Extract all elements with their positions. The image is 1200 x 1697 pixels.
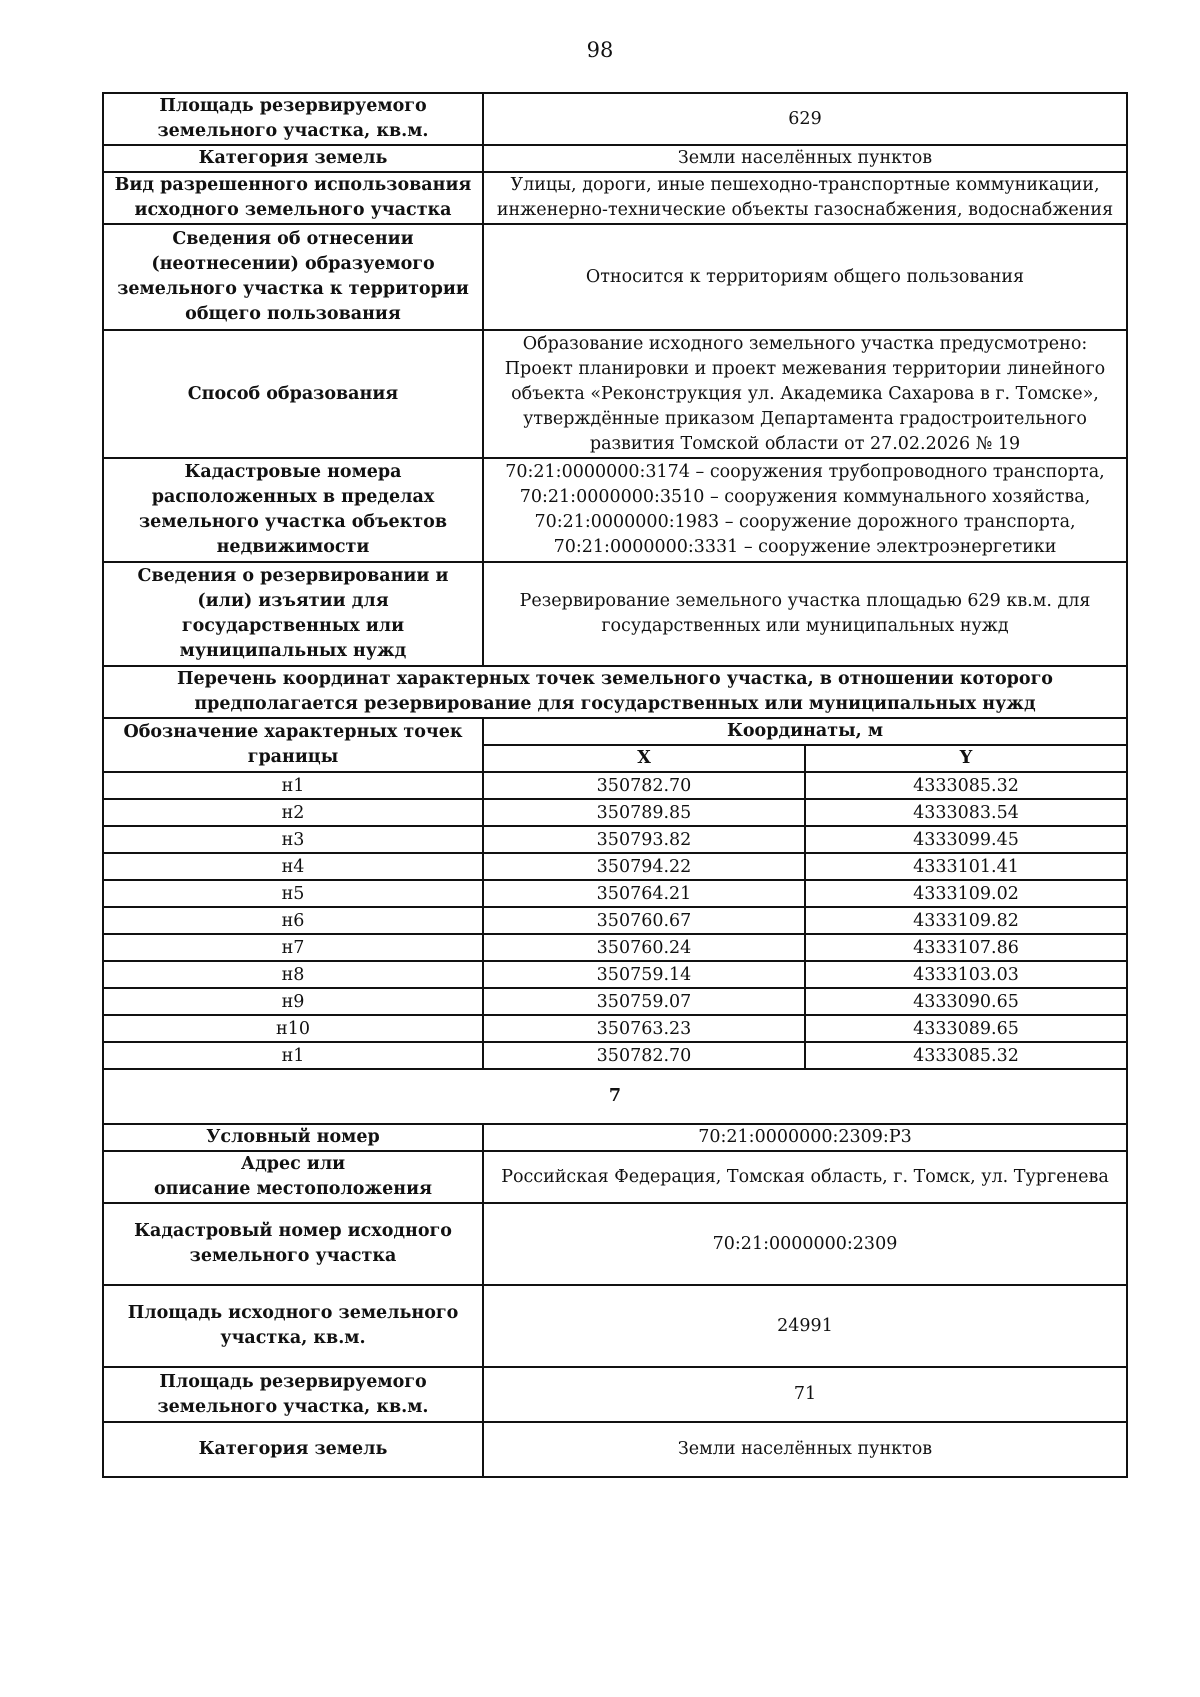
table-row <box>103 961 1127 988</box>
row-cadastral-source <box>103 1203 1127 1285</box>
row-coords-header <box>103 718 1127 745</box>
table-row <box>103 1042 1127 1069</box>
formation-line: Образование исходного земельного участка предусмотрено: <box>522 333 1088 354</box>
reservation-label: Сведения о резервировании и (или) изъятии для государственных или муниципальных нужд <box>103 562 483 666</box>
point-name: н2 <box>103 799 483 826</box>
point-x: 350759.14 <box>483 961 805 988</box>
permitted-use-value <box>483 172 1127 224</box>
category-label: Категория земель <box>103 145 483 172</box>
address-label-line: Адрес или <box>240 1154 346 1174</box>
reservation-value <box>483 562 1127 666</box>
point-y: 4333107.86 <box>805 934 1127 961</box>
category-value: Земли населённых пунктов <box>483 145 1127 172</box>
table-row <box>103 907 1127 934</box>
table-row <box>103 934 1127 961</box>
conditional-number-value: 70:21:0000000:2309:Р3 <box>483 1124 1127 1151</box>
page-number: 98 <box>586 38 614 62</box>
permitted-use-label: Вид разрешенного использования исходного земельного участка <box>103 172 483 224</box>
area-source-label: Площадь исходного земельного участка, кв.м. <box>103 1285 483 1367</box>
public-use-label: Сведения об отнесении (неотнесении) образуемого земельного участка к территории общего пользования <box>103 224 483 330</box>
point-name: н6 <box>103 907 483 934</box>
point-x: 350789.85 <box>483 799 805 826</box>
area-reserved-label: Площадь резервируемого земельного участка, кв.м. <box>103 1367 483 1422</box>
row-reservation <box>103 562 1127 666</box>
table-row <box>103 799 1127 826</box>
coords-x-header: X <box>483 745 805 772</box>
point-name: н9 <box>103 988 483 1015</box>
address-label-line: описание местоположения <box>154 1179 432 1199</box>
cadastral-objects-value <box>483 458 1127 562</box>
table-row <box>103 988 1127 1015</box>
reservation-line: государственных или муниципальных нужд <box>601 616 1009 636</box>
point-x: 350782.70 <box>483 1042 805 1069</box>
point-x: 350760.24 <box>483 934 805 961</box>
coords-y-header: Y <box>805 745 1127 772</box>
row-permitted-use <box>103 172 1127 224</box>
row-category <box>103 145 1127 172</box>
point-name: н10 <box>103 1015 483 1042</box>
formation-line: объекта «Реконструкция ул. Академика Сахарова в г. Томске», <box>511 383 1099 404</box>
formation-value <box>483 330 1127 458</box>
cadastral-source-label: Кадастровый номер исходного земельного участка <box>103 1203 483 1285</box>
point-x: 350794.22 <box>483 853 805 880</box>
permitted-use-line: Улицы, дороги, иные пешеходно-транспортные коммуникации, <box>510 175 1100 195</box>
point-x: 350764.21 <box>483 880 805 907</box>
row-formation <box>103 330 1127 458</box>
table-row <box>103 1015 1127 1042</box>
point-y: 4333085.32 <box>805 1042 1127 1069</box>
point-x: 350759.07 <box>483 988 805 1015</box>
public-use-value: Относится к территориям общего пользования <box>483 224 1127 330</box>
section-number: 7 <box>103 1069 1127 1124</box>
point-y: 4333099.45 <box>805 826 1127 853</box>
point-name: н1 <box>103 772 483 799</box>
point-name: н4 <box>103 853 483 880</box>
point-y: 4333085.32 <box>805 772 1127 799</box>
formation-line: развития Томской области от 27.02.2026 № 19 <box>589 433 1021 454</box>
point-name: н8 <box>103 961 483 988</box>
cadastral-object-line: 70:21:0000000:3510 – сооружения коммунального хозяйства, <box>519 487 1091 507</box>
permitted-use-line: инженерно-технические объекты газоснабжения, водоснабжения <box>496 200 1114 220</box>
category-value: Земли населённых пунктов <box>483 1422 1127 1477</box>
row-category-2 <box>103 1422 1127 1477</box>
land-plot-table <box>102 92 1128 1478</box>
coords-title <box>103 666 1127 718</box>
point-x: 350793.82 <box>483 826 805 853</box>
row-public-use <box>103 224 1127 330</box>
address-label <box>103 1151 483 1203</box>
reservation-line: Резервирование земельного участка площадью 629 кв.м. для <box>519 591 1091 611</box>
point-x: 350760.67 <box>483 907 805 934</box>
row-area-reserved-2 <box>103 1367 1127 1422</box>
table-row <box>103 880 1127 907</box>
point-name: н3 <box>103 826 483 853</box>
point-y: 4333083.54 <box>805 799 1127 826</box>
coords-header: Координаты, м <box>483 718 1127 745</box>
point-name: н7 <box>103 934 483 961</box>
row-area-source <box>103 1285 1127 1367</box>
point-y: 4333089.65 <box>805 1015 1127 1042</box>
area-source-value: 24991 <box>483 1285 1127 1367</box>
cadastral-object-line: 70:21:0000000:3174 – сооружения трубопроводного транспорта, <box>505 462 1105 482</box>
point-y: 4333101.41 <box>805 853 1127 880</box>
table-row <box>103 772 1127 799</box>
point-name: н5 <box>103 880 483 907</box>
row-coords-title <box>103 666 1127 718</box>
table-row <box>103 826 1127 853</box>
row-section-number <box>103 1069 1127 1124</box>
coords-point-header: Обозначение характерных точек границы <box>103 718 483 772</box>
point-y: 4333109.02 <box>805 880 1127 907</box>
cadastral-object-line: 70:21:0000000:1983 – сооружение дорожного транспорта, <box>534 512 1076 532</box>
row-area-reserved <box>103 93 1127 145</box>
category-label: Категория земель <box>103 1422 483 1477</box>
area-reserved-value: 71 <box>483 1367 1127 1422</box>
row-conditional-number <box>103 1124 1127 1151</box>
coords-title-line: Перечень координат характерных точек земельного участка, в отношении которого <box>177 669 1053 689</box>
area-reserved-label: Площадь резервируемого земельного участка, кв.м. <box>103 93 483 145</box>
area-reserved-value: 629 <box>483 93 1127 145</box>
coords-title-line: предполагается резервирование для государственных или муниципальных нужд <box>194 694 1036 714</box>
point-y: 4333109.82 <box>805 907 1127 934</box>
point-name: н1 <box>103 1042 483 1069</box>
cadastral-source-value: 70:21:0000000:2309 <box>483 1203 1127 1285</box>
conditional-number-label: Условный номер <box>103 1124 483 1151</box>
table-row <box>103 853 1127 880</box>
formation-line: утверждённые приказом Департамента градостроительного <box>523 408 1087 429</box>
cadastral-object-line: 70:21:0000000:3331 – сооружение электроэнергетики <box>553 537 1057 557</box>
formation-label: Способ образования <box>103 330 483 458</box>
point-y: 4333103.03 <box>805 961 1127 988</box>
point-x: 350782.70 <box>483 772 805 799</box>
address-value: Российская Федерация, Томская область, г. Томск, ул. Тургенева <box>483 1151 1127 1203</box>
row-cadastral-objects <box>103 458 1127 562</box>
point-x: 350763.23 <box>483 1015 805 1042</box>
row-address <box>103 1151 1127 1203</box>
formation-line: Проект планировки и проект межевания территории линейного <box>504 358 1106 379</box>
point-y: 4333090.65 <box>805 988 1127 1015</box>
cadastral-objects-label: Кадастровые номера расположенных в пределах земельного участка объектов недвижимости <box>103 458 483 562</box>
